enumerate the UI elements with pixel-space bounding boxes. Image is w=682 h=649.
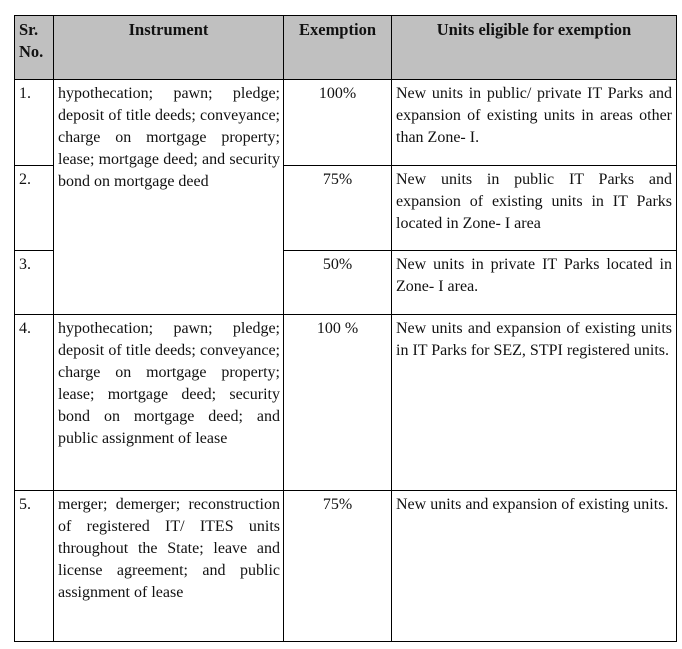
cell-exemption: 100% <box>284 80 392 166</box>
header-sr-no: Sr. No. <box>15 16 54 80</box>
table-row <box>15 491 677 642</box>
cell-instrument: merger; demerger; reconstruction of registered IT/ ITES units throughout the State; leave and license agreement; and public assignment of lease <box>54 491 284 642</box>
cell-sr-no: 1. <box>15 80 54 166</box>
cell-exemption: 75% <box>284 166 392 251</box>
cell-units: New units and expansion of existing units. <box>392 491 677 642</box>
cell-units: New units and expansion of existing units in IT Parks for SEZ, STPI registered units. <box>392 315 677 491</box>
cell-exemption: 50% <box>284 251 392 315</box>
header-exemption: Exemption <box>284 16 392 80</box>
header-row <box>15 16 677 80</box>
cell-instrument: hypothecation; pawn; pledge; deposit of title deeds; conveyance; charge on mortgage property; lease; mortgage deed; security bond on mortgage deed; and public assignment of lease <box>54 315 284 491</box>
cell-sr-no: 3. <box>15 251 54 315</box>
table-row <box>15 315 677 491</box>
cell-sr-no: 4. <box>15 315 54 491</box>
cell-units: New units in private IT Parks located in Zone- I area. <box>392 251 677 315</box>
table-row <box>15 80 677 166</box>
cell-units: New units in public IT Parks and expansion of existing units in IT Parks located in Zone- I area <box>392 166 677 251</box>
header-units: Units eligible for exemption <box>392 16 677 80</box>
cell-units: New units in public/ private IT Parks and expansion of existing units in areas other than Zone- I. <box>392 80 677 166</box>
cell-sr-no: 5. <box>15 491 54 642</box>
cell-sr-no: 2. <box>15 166 54 251</box>
header-instrument: Instrument <box>54 16 284 80</box>
cell-exemption: 100 % <box>284 315 392 491</box>
cell-instrument: hypothecation; pawn; pledge; deposit of title deeds; conveyance; charge on mortgage property; lease; mortgage deed; and security bond on mortgage deed <box>54 80 284 315</box>
exemption-table <box>14 15 677 642</box>
cell-exemption: 75% <box>284 491 392 642</box>
